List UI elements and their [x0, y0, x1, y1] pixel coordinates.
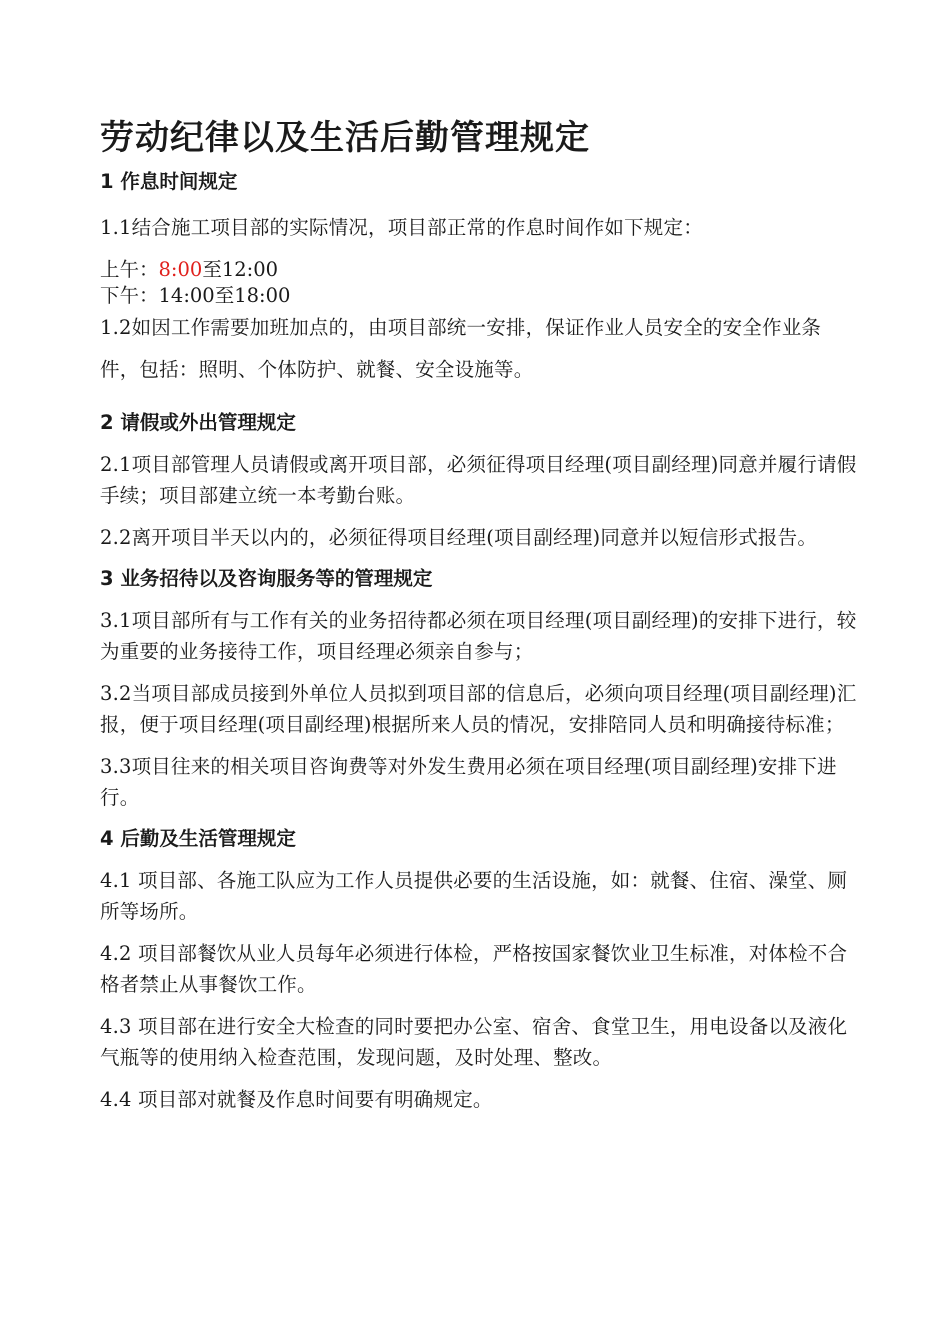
- schedule-am: [100, 257, 860, 283]
- paragraph-4-3: 4.3 项目部在进行安全大检查的同时要把办公室、宿舍、食堂卫生，用电设备以及液化气瓶等的使用纳入检查范围，发现问题，及时处理、整改。: [100, 1015, 848, 1069]
- paragraph-1-1: 1.1结合施工项目部的实际情况，项目部正常的作息时间作如下规定：: [100, 216, 703, 239]
- am-end-time: 至12:00: [202, 258, 279, 281]
- schedule-pm: 下午：14:00至18:00: [100, 284, 291, 307]
- section-4-heading: 4 后勤及生活管理规定: [100, 827, 296, 850]
- am-label: 上午：: [100, 258, 159, 281]
- paragraph-3-1: 3.1项目部所有与工作有关的业务招待都必须在项目经理(项目副经理)的安排下进行，较为重要的业务接待工作，项目经理必须亲自参与；: [100, 609, 857, 663]
- paragraph-3-2: 3.2当项目部成员接到外单位人员拟到项目部的信息后，必须向项目经理(项目副经理)汇报，便于项目经理(项目副经理)根据所来人员的情况，安排陪同人员和明确接待标准；: [100, 682, 857, 736]
- paragraph-4-2: 4.2 项目部餐饮从业人员每年必须进行体检，严格按国家餐饮业卫生标准，对体检不合格者禁止从事餐饮工作。: [100, 942, 848, 996]
- paragraph-1-2: 1.2如因工作需要加班加点的，由项目部统一安排，保证作业人员安全的安全作业条件，包括：照明、个体防护、就餐、安全设施等。: [100, 316, 822, 381]
- document-body: [100, 112, 860, 1115]
- paragraph-2-2: 2.2离开项目半天以内的，必须征得项目经理(项目副经理)同意并以短信形式报告。: [100, 526, 818, 549]
- section-2-heading: 2 请假或外出管理规定: [100, 411, 296, 434]
- paragraph-3-3: 3.3项目往来的相关项目咨询费等对外发生费用必须在项目经理(项目副经理)安排下进行。: [100, 755, 837, 809]
- section-1-heading: 1 作息时间规定: [100, 170, 238, 193]
- paragraph-2-1: 2.1项目部管理人员请假或离开项目部，必须征得项目经理(项目副经理)同意并履行请假手续；项目部建立统一本考勤台账。: [100, 453, 857, 507]
- section-3-heading: 3 业务招待以及咨询服务等的管理规定: [100, 567, 433, 590]
- paragraph-4-1: 4.1 项目部、各施工队应为工作人员提供必要的生活设施，如：就餐、住宿、澡堂、厕所等场所。: [100, 869, 848, 923]
- paragraph-4-4: 4.4 项目部对就餐及作息时间要有明确规定。: [100, 1088, 493, 1111]
- document-title: 劳动纪律以及生活后勤管理规定: [100, 118, 590, 158]
- am-start-time: 8:00: [158, 258, 203, 281]
